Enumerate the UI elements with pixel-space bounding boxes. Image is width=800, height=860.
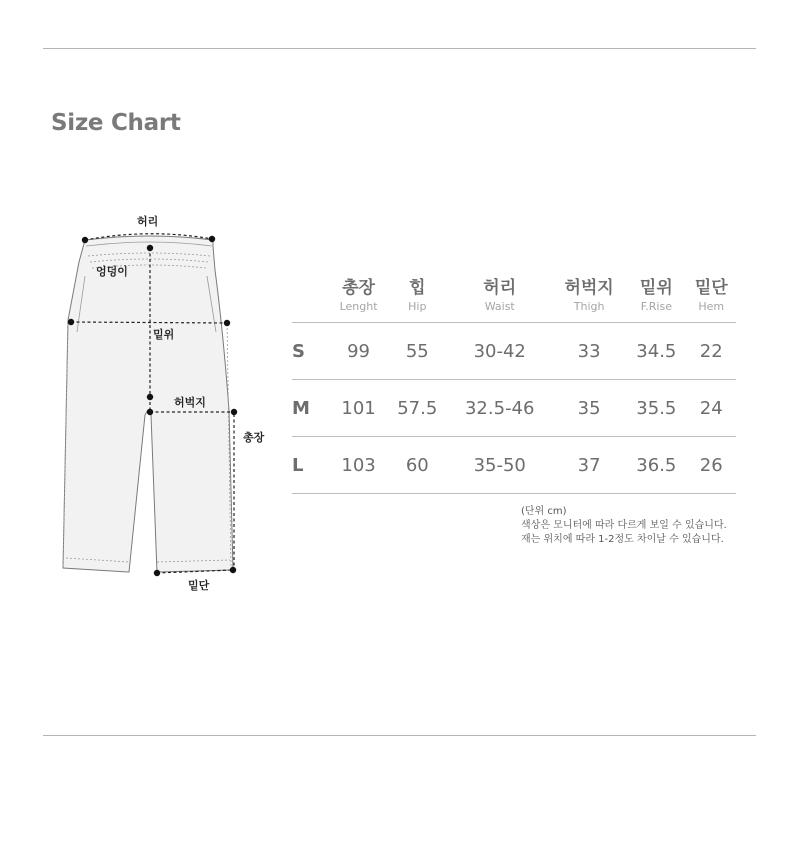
cell-rise: 36.5: [636, 454, 677, 476]
top-divider: [43, 48, 756, 49]
label-hip: 엉덩이: [96, 265, 128, 278]
note-color: 색상은 모니터에 따라 다르게 보일 수 있습니다.: [521, 520, 727, 531]
cell-rise: 34.5: [636, 340, 677, 362]
table-row: [292, 380, 736, 437]
cell-hip: 60: [405, 454, 429, 476]
cell-hem: 22: [699, 340, 723, 362]
size-table: [292, 276, 736, 494]
label-waist: 허리: [137, 215, 159, 228]
cell-hip: 55: [405, 340, 429, 362]
header-length: 총장 Lenght: [339, 278, 378, 313]
cell-thigh: 37: [577, 454, 601, 476]
size-notes: [521, 505, 727, 547]
pants-illustration: [63, 236, 233, 572]
cell-waist: 32.5-46: [464, 397, 535, 419]
cell-hem: 26: [699, 454, 723, 476]
cell-hip: 57.5: [397, 397, 438, 419]
table-row: [292, 437, 736, 494]
size-label: L: [292, 454, 304, 476]
page-title: Size Chart: [51, 110, 181, 136]
label-length: 총장: [243, 431, 265, 444]
cell-length: 103: [341, 454, 376, 476]
cell-waist: 35-50: [473, 454, 526, 476]
cell-length: 99: [347, 340, 371, 362]
header-rise: 밑위 F.Rise: [639, 278, 673, 313]
header-size-corner: [292, 276, 330, 323]
size-label: M: [292, 397, 310, 419]
table-row: [292, 323, 736, 380]
pants-measurement-diagram: [55, 210, 275, 600]
header-hem: 밑단 Hem: [694, 278, 728, 313]
header-waist: 허리 Waist: [483, 278, 517, 313]
label-rise: 밑위: [153, 328, 175, 341]
cell-rise: 35.5: [636, 397, 677, 419]
cell-waist: 30-42: [473, 340, 526, 362]
note-tolerance: 재는 위치에 따라 1-2정도 차이날 수 있습니다.: [521, 534, 724, 545]
header-hip: 힙 Hip: [408, 278, 427, 313]
cell-length: 101: [341, 397, 376, 419]
cell-thigh: 33: [577, 340, 601, 362]
bottom-divider: [43, 735, 756, 736]
label-hem: 밑단: [188, 579, 210, 592]
header-thigh: 허벅지 Thigh: [564, 278, 614, 313]
cell-thigh: 35: [577, 397, 601, 419]
note-unit: (단위 cm): [521, 506, 567, 517]
size-label: S: [292, 340, 305, 362]
table-header-row: [292, 276, 736, 323]
cell-hem: 24: [699, 397, 723, 419]
label-thigh: 허벅지: [174, 396, 206, 409]
